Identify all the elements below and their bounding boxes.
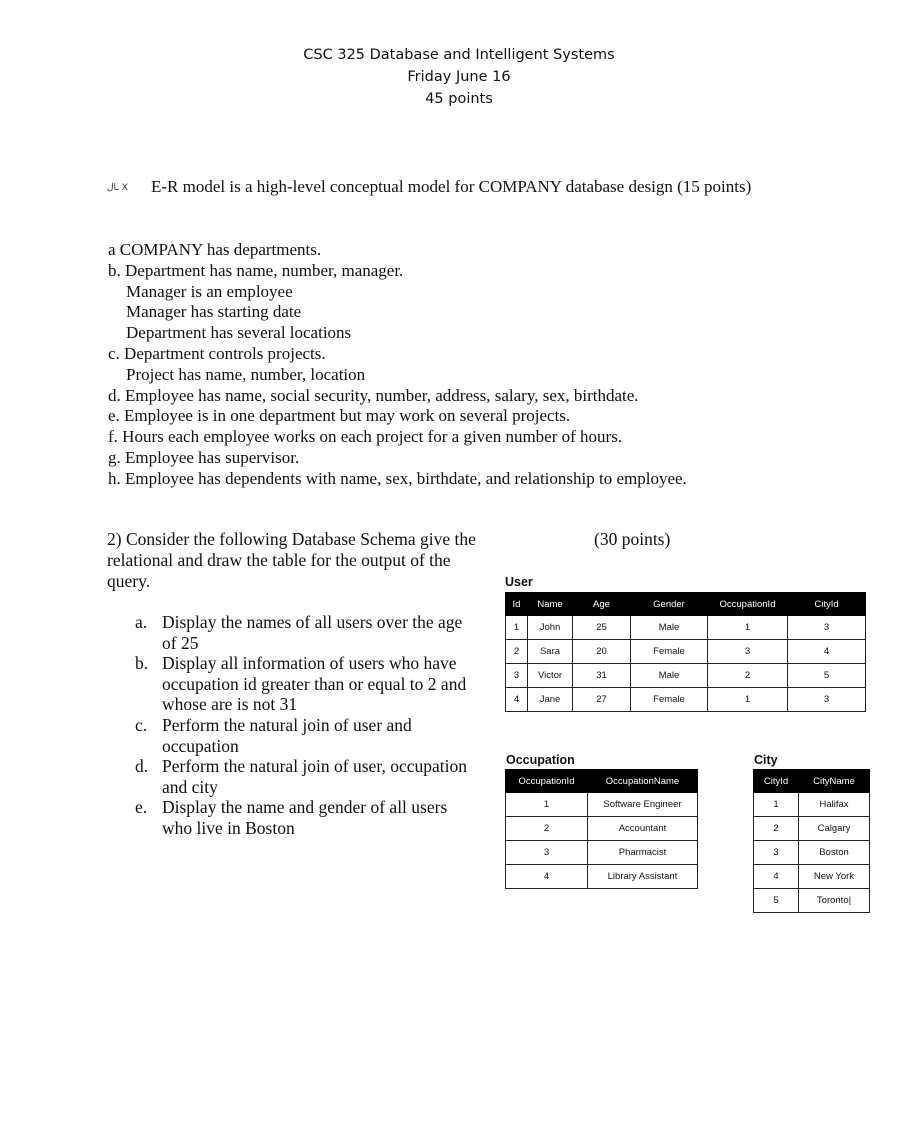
query-item-text: Perform the natural join of user and occupation	[162, 714, 412, 756]
city-table-header-row	[754, 770, 870, 793]
table-cell: 4	[754, 865, 799, 889]
table-cell: 4	[788, 640, 866, 664]
table-row	[754, 841, 870, 865]
table-cell: 2	[708, 664, 788, 688]
table-row	[754, 865, 870, 889]
table-cell: Software Engineer	[588, 793, 698, 817]
question-1-title	[107, 176, 751, 199]
query-item-label: d.	[135, 756, 149, 777]
query-item	[135, 653, 495, 715]
query-item-label: a.	[135, 612, 148, 632]
occupation-table-header-row	[506, 770, 698, 793]
table-cell: 3	[506, 841, 588, 865]
table-cell: 3	[708, 640, 788, 664]
requirement-line: f. Hours each employee works on each project for a given number of hours.	[108, 427, 623, 447]
table-cell: Boston	[799, 841, 870, 865]
occupation-table	[505, 769, 698, 889]
table-cell: Calgary	[799, 817, 870, 841]
table-cell: 3	[754, 841, 799, 865]
question-1-text: E-R model is a high-level conceptual model for COMPANY database design (15 points)	[151, 177, 752, 196]
table-cell: 2	[754, 817, 799, 841]
column-header: CityId	[754, 770, 799, 793]
table-cell: 1	[506, 616, 528, 640]
requirement-line: d. Employee has name, social security, number, address, salary, sex, birthdate.	[108, 385, 639, 405]
table-row	[506, 841, 698, 865]
table-cell: 5	[788, 664, 866, 688]
total-points: 45 points	[425, 91, 493, 107]
table-row	[754, 817, 870, 841]
requirement-line: Project has name, number, location	[126, 364, 366, 384]
requirement-line: Manager has starting date	[126, 302, 302, 322]
column-header: OccupationName	[588, 770, 698, 793]
table-cell: 25	[573, 616, 631, 640]
table-row	[506, 817, 698, 841]
table-row	[506, 664, 866, 688]
table-cell: 3	[506, 664, 528, 688]
table-cell: Pharmacist	[588, 841, 698, 865]
user-table	[505, 592, 866, 712]
requirement-line: e. Employee is in one department but may work on several projects.	[108, 406, 571, 426]
requirement-line: g. Employee has supervisor.	[108, 447, 300, 467]
occupation-table-title: Occupation	[506, 753, 575, 767]
exam-date: Friday June 16	[407, 69, 511, 85]
requirement-line: c. Department controls projects.	[108, 343, 326, 363]
table-cell: Sara	[528, 640, 573, 664]
requirement-line: h. Employee has dependents with name, sex, birthdate, and relationship to employee.	[108, 468, 687, 488]
table-cell: Male	[631, 664, 708, 688]
query-item-label: c.	[135, 714, 148, 735]
query-item-text: Display all information of users who have occupation id greater than or equal to 2 and whose are is not 31	[162, 653, 467, 715]
table-cell: Accountant	[588, 817, 698, 841]
table-cell: 4	[506, 865, 588, 889]
city-table-title: City	[754, 753, 778, 767]
table-cell: 1	[506, 793, 588, 817]
table-cell: New York	[799, 865, 870, 889]
table-cell: Male	[631, 616, 708, 640]
column-header: Id	[506, 593, 528, 616]
table-row	[754, 793, 870, 817]
query-item	[135, 756, 495, 797]
city-table	[753, 769, 870, 913]
question-number-glyph: ـال Ⅹ	[107, 183, 128, 193]
question-2-queries	[135, 612, 495, 839]
requirement-line: Department has several locations	[126, 323, 352, 343]
column-header: OccupationId	[506, 770, 588, 793]
table-row	[754, 889, 870, 913]
query-item-text: Perform the natural join of user, occupation and city	[162, 756, 467, 797]
table-cell: Victor	[528, 664, 573, 688]
table-row	[506, 640, 866, 664]
table-cell: John	[528, 616, 573, 640]
column-header: Age	[573, 593, 631, 616]
table-cell: 3	[788, 616, 866, 640]
table-cell: 2	[506, 640, 528, 664]
table-cell: 4	[506, 688, 528, 712]
requirement-line: b. Department has name, number, manager.	[108, 260, 404, 280]
table-cell: Library Assistant	[588, 865, 698, 889]
table-cell: Toronto|	[799, 889, 870, 913]
table-cell: Halifax	[799, 793, 870, 817]
table-cell: 31	[573, 664, 631, 688]
table-cell: 5	[754, 889, 799, 913]
column-header: Gender	[631, 593, 708, 616]
table-row	[506, 616, 866, 640]
table-cell: 1	[708, 616, 788, 640]
table-cell: Jane	[528, 688, 573, 712]
table-cell: 1	[754, 793, 799, 817]
page-header	[0, 44, 902, 110]
table-cell: 20	[573, 640, 631, 664]
query-item-text: Display the names of all users over the age of 25	[162, 612, 463, 653]
query-item-label: b.	[135, 653, 149, 674]
query-item-text: Display the name and gender of all users who live in Boston	[162, 797, 448, 838]
table-row	[506, 688, 866, 712]
table-cell: 3	[788, 688, 866, 712]
table-cell: Female	[631, 688, 708, 712]
query-item-label: e.	[135, 797, 148, 818]
table-row	[506, 865, 698, 889]
user-table-header-row	[506, 593, 866, 616]
table-cell: 2	[506, 817, 588, 841]
requirement-line: a COMPANY has departments.	[108, 240, 322, 259]
question-1-requirements	[108, 240, 687, 490]
question-2-title: 2) Consider the following Database Schema give the relational and draw the table for the output of the query.	[107, 529, 476, 591]
column-header: OccupationId	[708, 593, 788, 616]
table-cell: 27	[573, 688, 631, 712]
user-table-title: User	[505, 575, 533, 589]
query-item	[135, 612, 495, 653]
table-cell: Female	[631, 640, 708, 664]
question-2-points: (30 points)	[594, 529, 671, 549]
column-header: Name	[528, 593, 573, 616]
query-item	[135, 715, 495, 756]
table-row	[506, 793, 698, 817]
column-header: CityName	[799, 770, 870, 793]
query-item	[135, 797, 495, 838]
requirement-line: Manager is an employee	[126, 281, 293, 301]
column-header: CityId	[788, 593, 866, 616]
table-cell: 1	[708, 688, 788, 712]
course-title: CSC 325 Database and Intelligent Systems	[303, 47, 615, 63]
